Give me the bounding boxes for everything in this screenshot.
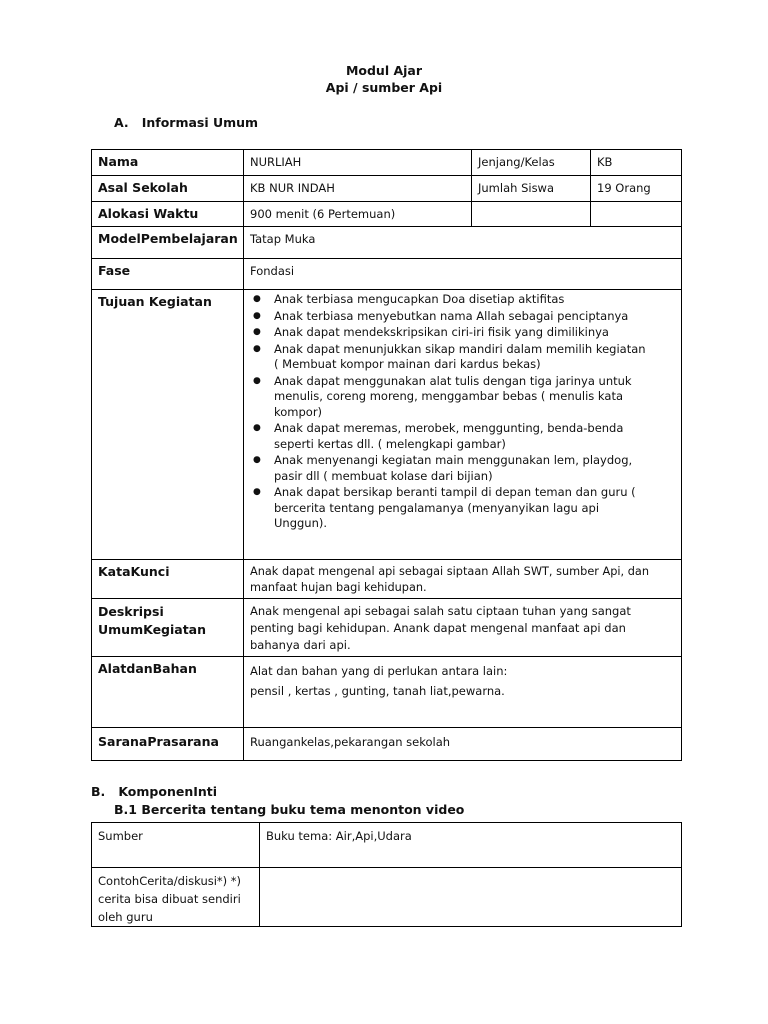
table-row [92,868,682,927]
tujuan-kegiatan-label: Tujuan Kegiatan [92,290,244,560]
alat-bahan-label: AlatdanBahan [92,657,244,728]
jenjang-label: Jenjang/Kelas [472,150,591,176]
table-row [92,657,682,728]
table-row [92,599,682,657]
list-item: ● Anak menyenangi kegiatan main menggunakan lem, playdog, pasir dll ( membuat kolase dari bijian) [244,453,651,484]
alat-bahan-line-2: pensil , kertas , gunting, tanah liat,pewarna. [250,684,505,698]
contoh-cerita-label: ContohCerita/diskusi*) *) cerita bisa dibuat sendiri oleh guru [92,868,260,927]
deskripsi-umum-kegiatan-label: Deskripsi UmumKegiatan [92,599,244,657]
document-title: Modul Ajar [345,63,423,78]
list-item: ● Anak dapat menggunakan alat tulis dengan tiga jarinya untuk menulis, coreng moreng, menggambar bebas ( menulis kata kompor) [244,374,651,421]
list-item: ● Anak terbiasa mengucapkan Doa disetiap aktifitas [244,292,651,308]
fase-value: Fondasi [244,259,682,290]
model-pembelajaran-value: Tatap Muka [244,227,682,259]
asal-sekolah-value: KB NUR INDAH [244,176,472,202]
sarana-prasarana-value: Ruangankelas,pekarangan sekolah [244,728,682,761]
asal-sekolah-label: Asal Sekolah [92,176,244,202]
informasi-umum-table [91,149,682,761]
alat-bahan-line-1: Alat dan bahan yang di perlukan antara lain: [250,664,508,678]
sarana-prasarana-label: SaranaPrasarana [92,728,244,761]
list-item: ● Anak dapat meremas, merobek, menggunting, benda-benda seperti kertas dll. ( melengkapi gambar) [244,421,651,452]
table-row [92,560,682,599]
jumlah-siswa-value: 19 Orang [591,176,682,202]
contoh-cerita-value [260,868,682,927]
section-b1-subheading: B.1 Bercerita tentang buku tema menonton video [114,802,465,817]
list-item: ● Anak dapat menunjukkan sikap mandiri dalam memilih kegiatan ( Membuat kompor mainan dari kardus bekas) [244,342,651,373]
table-row [92,227,682,259]
alokasi-waktu-value: 900 menit (6 Pertemuan) [244,202,472,227]
jenjang-value: KB [591,150,682,176]
table-row [92,290,682,560]
deskripsi-umum-kegiatan-value: Anak mengenal api sebagai salah satu ciptaan tuhan yang sangat penting bagi kehidupan. Anank dapat mengenal manfaat api dan bahanya dari api. [244,599,682,657]
sumber-label: Sumber [92,823,260,868]
model-pembelajaran-label: ModelPembelajaran [92,227,244,259]
empty-cell [472,202,591,227]
alokasi-waktu-label: Alokasi Waktu [92,202,244,227]
list-item: ● Anak dapat bersikap beranti tampil di depan teman dan guru ( bercerita tentang pengalamanya (menyanyikan lagu api Unggun). [244,485,651,532]
section-a-heading: A. Informasi Umum [114,115,259,130]
table-row [92,202,682,227]
list-item: ● Anak dapat mendekskripsikan ciri-iri fisik yang dimilikinya [244,325,651,341]
fase-label: Fase [92,259,244,290]
empty-cell [591,202,682,227]
nama-value: NURLIAH [244,150,472,176]
sumber-value: Buku tema: Air,Api,Udara [260,823,682,868]
table-row [92,823,682,868]
kata-kunci-label: KataKunci [92,560,244,599]
table-row [92,176,682,202]
tujuan-kegiatan-list-cell [244,290,682,560]
tujuan-kegiatan-list [244,290,651,532]
list-item: ● Anak terbiasa menyebutkan nama Allah sebagai penciptanya [244,309,651,325]
table-row [92,150,682,176]
table-row [92,259,682,290]
komponen-inti-table [91,822,682,927]
table-row [92,728,682,761]
nama-label: Nama [92,150,244,176]
document-subtitle: Api / sumber Api [325,80,443,95]
alat-bahan-value [244,657,682,728]
jumlah-siswa-label: Jumlah Siswa [472,176,591,202]
section-b-heading: B. KomponenInti [91,784,218,799]
kata-kunci-value: Anak dapat mengenal api sebagai siptaan Allah SWT, sumber Api, dan manfaat hujan bagi kehidupan. [244,560,682,599]
